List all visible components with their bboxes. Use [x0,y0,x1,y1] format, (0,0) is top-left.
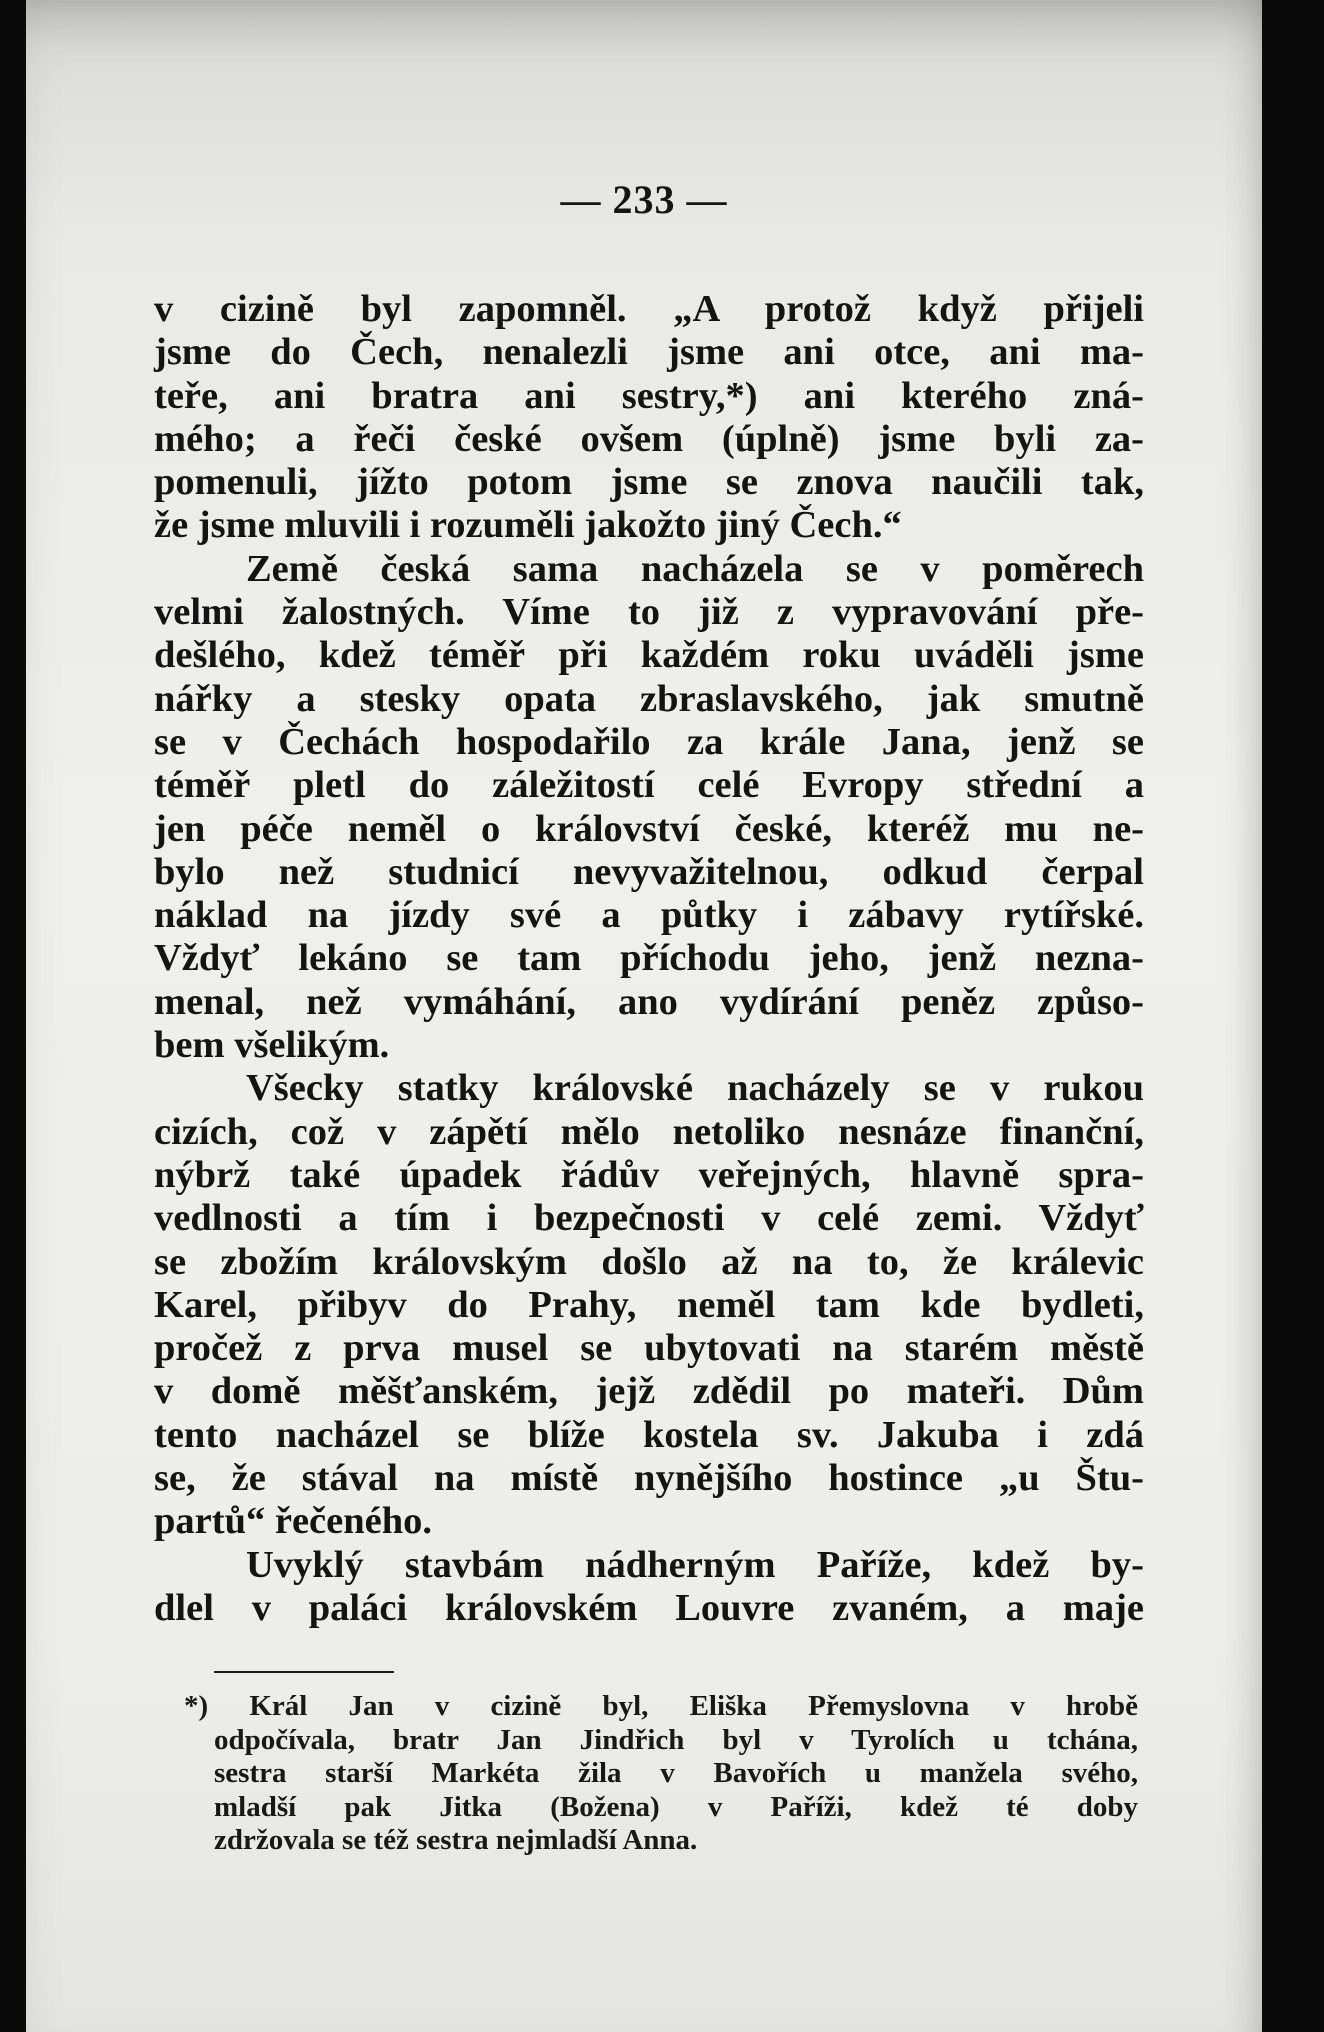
text-line: cizích, což v zápětí mělo netoliko nesnáze finanční, [154,1110,1144,1153]
text-line: mého; a řeči české ovšem (úplně) jsme byli za- [154,417,1144,460]
text-line: v cizině byl zapomněl. „A protož když přijeli [154,288,1144,330]
text-line: se, že stával na místě nynějšího hostince „u Štu- [154,1457,1144,1500]
text-line: velmi žalostných. Víme to již z vypravování pře- [154,591,1144,634]
text-line: nýbrž také úpadek řádův veřejných, hlavně spra- [154,1153,1144,1196]
text-line: pročež z prva musel se ubytovati na starém městě [154,1327,1144,1370]
text-line: téměř pletl do záležitostí celé Evropy střední a [154,764,1144,807]
footnote-line: odpočívala, bratr Jan Jindřich byl v Tyrolích u tchána, [214,1723,1138,1756]
text-line: jsme do Čech, nenalezli jsme ani otce, ani ma- [154,331,1144,374]
text-line: tento nacházel se blíže kostela sv. Jakuba i zdá [154,1413,1144,1456]
text-line: v domě měšťanském, jejž zdědil po mateři. Dům [154,1370,1144,1413]
footnote-line: *) Král Jan v cizině byl, Eliška Přemyslovna v hrobě [184,1690,1138,1722]
text-line: nářky a stesky opata zbraslavského, jak smutně [154,677,1144,720]
text-line: jen péče neměl o království české, kteréž mu ne- [154,807,1144,850]
text-line: bylo než studnicí nevyvažitelnou, odkud čerpal [154,850,1144,893]
text-line: Karel, přibyv do Prahy, neměl tam kde bydleti, [154,1283,1144,1326]
footnote-line: sestra starší Markéta žila v Bavořích u manžela svého, [214,1757,1138,1789]
page-number: — 233 — [560,177,728,222]
text-line: Země česká sama nacházela se v poměrech [246,547,1144,590]
text-line: se zbožím královským došlo až na to, že králevic [154,1240,1144,1283]
text-line: náklad na jízdy své a půtky i zábavy rytířské. [154,894,1144,937]
footnote-line: zdržovala se též sestra nejmladší Anna. [214,1824,698,1856]
body-text [154,288,1144,1630]
text-line: dlel v paláci královském Louvre zvaném, a maje [154,1586,1144,1629]
text-line: Uvyklý stavbám nádherným Paříže, kdež by- [246,1543,1144,1586]
text-line: vedlnosti a tím i bezpečnosti v celé zemi. Vždyť [154,1197,1144,1240]
text-line: Vždyť lekáno se tam příchodu jeho, jenž nezna- [154,937,1144,980]
text-line: se v Čechách hospodařilo za krále Jana, jenž se [154,720,1144,763]
text-line: menal, než vymáhání, ano vydírání peněz způso- [154,980,1144,1023]
text-line: dešlého, kdež téměř při každém roku uváděli jsme [154,634,1144,677]
book-page [26,0,1262,2032]
text-line: partů“ řečeného. [154,1500,432,1543]
text-line: pomenuli, jížto potom jsme se znova naučili tak, [154,461,1144,504]
text-line: bem všelikým. [154,1024,390,1067]
text-line: že jsme mluvili i rozuměli jakožto jiný Čech.“ [154,504,902,547]
footnote [184,1690,1138,1858]
footnote-line: mladší pak Jitka (Božena) v Paříži, kdež té doby [214,1790,1138,1823]
text-line: Všecky statky královské nacházely se v rukou [246,1067,1144,1110]
footnote-divider [214,1671,394,1673]
text-line: teře, ani bratra ani sestry,*) ani kterého zná- [154,374,1144,417]
